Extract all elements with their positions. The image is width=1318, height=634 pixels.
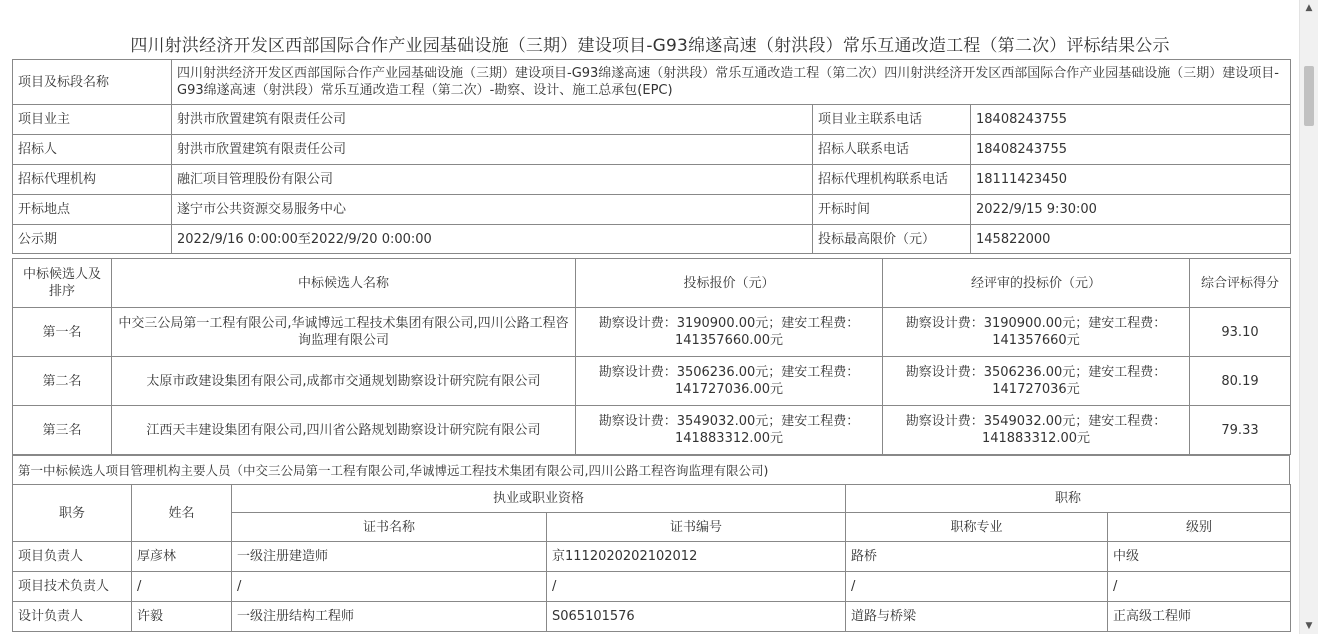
person-level: / bbox=[1108, 572, 1291, 602]
candidate-reviewed: 勘察设计费：3549032.00元；建安工程费：141883312.00元 bbox=[883, 406, 1190, 455]
candidate-bid: 勘察设计费：3190900.00元；建安工程费：141357660.00元 bbox=[576, 308, 883, 357]
reviewed-price-header: 经评审的投标价（元） bbox=[883, 259, 1190, 308]
candidate-row bbox=[13, 357, 1291, 406]
person-specialty: 道路与桥梁 bbox=[846, 602, 1108, 632]
person-level: 中级 bbox=[1108, 542, 1291, 572]
owner-phone-value: 18408243755 bbox=[971, 105, 1291, 135]
personnel-heading-table bbox=[12, 455, 1290, 485]
candidate-name: 中交三公局第一工程有限公司,华诚博远工程技术集团有限公司,四川公路工程咨询监理有限公司 bbox=[112, 308, 576, 357]
open-time-value: 2022/9/15 9:30:00 bbox=[971, 195, 1291, 225]
vertical-scrollbar[interactable] bbox=[1299, 0, 1318, 634]
person-cert-no: S065101576 bbox=[547, 602, 846, 632]
agency-label: 招标代理机构 bbox=[13, 165, 172, 195]
candidate-score: 80.19 bbox=[1190, 357, 1291, 406]
tenderer-label: 招标人 bbox=[13, 135, 172, 165]
candidate-rank: 第一名 bbox=[13, 308, 112, 357]
person-role: 项目负责人 bbox=[13, 542, 132, 572]
person-cert-no: / bbox=[547, 572, 846, 602]
person-name: 厚彦林 bbox=[132, 542, 232, 572]
professional-title-header: 职称 bbox=[846, 485, 1291, 513]
candidate-rank: 第三名 bbox=[13, 406, 112, 455]
candidate-score: 79.33 bbox=[1190, 406, 1291, 455]
person-specialty: / bbox=[846, 572, 1108, 602]
level-header: 级别 bbox=[1108, 513, 1291, 542]
role-header: 职务 bbox=[13, 485, 132, 542]
agency-value: 融汇项目管理股份有限公司 bbox=[172, 165, 813, 195]
project-info-table bbox=[12, 59, 1291, 254]
personnel-row bbox=[13, 542, 1291, 572]
scroll-down-arrow-icon[interactable]: ▼ bbox=[1305, 621, 1313, 631]
personnel-heading: 第一中标候选人项目管理机构主要人员（中交三公局第一工程有限公司,华诚博远工程技术集团有限公司,四川公路工程咨询监理有限公司) bbox=[13, 456, 1290, 485]
candidate-score: 93.10 bbox=[1190, 308, 1291, 357]
candidate-bid: 勘察设计费：3549032.00元；建安工程费：141883312.00元 bbox=[576, 406, 883, 455]
qualification-header: 执业或职业资格 bbox=[232, 485, 846, 513]
agency-phone-value: 18111423450 bbox=[971, 165, 1291, 195]
scrollbar-thumb[interactable] bbox=[1304, 66, 1314, 126]
rank-header: 中标候选人及排序 bbox=[13, 259, 112, 308]
cert-name-header: 证书名称 bbox=[232, 513, 547, 542]
person-specialty: 路桥 bbox=[846, 542, 1108, 572]
person-name: 许毅 bbox=[132, 602, 232, 632]
candidate-rank: 第二名 bbox=[13, 357, 112, 406]
personnel-table bbox=[12, 484, 1291, 632]
owner-value: 射洪市欣置建筑有限责任公司 bbox=[172, 105, 813, 135]
candidate-reviewed: 勘察设计费：3190900.00元；建安工程费：141357660元 bbox=[883, 308, 1190, 357]
project-name-label: 项目及标段名称 bbox=[13, 60, 172, 105]
open-time-label: 开标时间 bbox=[813, 195, 971, 225]
candidate-name: 江西天丰建设集团有限公司,四川省公路规划勘察设计研究院有限公司 bbox=[112, 406, 576, 455]
tenderer-value: 射洪市欣置建筑有限责任公司 bbox=[172, 135, 813, 165]
tenderer-phone-label: 招标人联系电话 bbox=[813, 135, 971, 165]
person-role: 项目技术负责人 bbox=[13, 572, 132, 602]
period-value: 2022/9/16 0:00:00至2022/9/20 0:00:00 bbox=[172, 225, 813, 254]
candidate-name-header: 中标候选人名称 bbox=[112, 259, 576, 308]
candidates-table bbox=[12, 258, 1291, 455]
candidate-bid: 勘察设计费：3506236.00元；建安工程费：141727036.00元 bbox=[576, 357, 883, 406]
candidate-name: 太原市政建设集团有限公司,成都市交通规划勘察设计研究院有限公司 bbox=[112, 357, 576, 406]
scroll-up-arrow-icon[interactable]: ▲ bbox=[1305, 3, 1313, 13]
bid-price-header: 投标报价（元） bbox=[576, 259, 883, 308]
owner-label: 项目业主 bbox=[13, 105, 172, 135]
location-label: 开标地点 bbox=[13, 195, 172, 225]
owner-phone-label: 项目业主联系电话 bbox=[813, 105, 971, 135]
agency-phone-label: 招标代理机构联系电话 bbox=[813, 165, 971, 195]
page-title: 四川射洪经济开发区西部国际合作产业园基础设施（三期）建设项目-G93绵遂高速（射洪段）常乐互通改造工程（第二次）评标结果公示 bbox=[130, 36, 1170, 56]
person-name-header: 姓名 bbox=[132, 485, 232, 542]
candidate-row bbox=[13, 308, 1291, 357]
personnel-row bbox=[13, 572, 1291, 602]
tenderer-phone-value: 18408243755 bbox=[971, 135, 1291, 165]
person-cert-name: / bbox=[232, 572, 547, 602]
person-cert-name: 一级注册建造师 bbox=[232, 542, 547, 572]
candidate-reviewed: 勘察设计费：3506236.00元；建安工程费：141727036元 bbox=[883, 357, 1190, 406]
location-value: 遂宁市公共资源交易服务中心 bbox=[172, 195, 813, 225]
person-cert-name: 一级注册结构工程师 bbox=[232, 602, 547, 632]
person-cert-no: 京1112020202102012 bbox=[547, 542, 846, 572]
max-price-label: 投标最高限价（元） bbox=[813, 225, 971, 254]
person-name: / bbox=[132, 572, 232, 602]
cert-no-header: 证书编号 bbox=[547, 513, 846, 542]
person-level: 正高级工程师 bbox=[1108, 602, 1291, 632]
person-role: 设计负责人 bbox=[13, 602, 132, 632]
candidate-row bbox=[13, 406, 1291, 455]
period-label: 公示期 bbox=[13, 225, 172, 254]
personnel-row bbox=[13, 602, 1291, 632]
project-name-value: 四川射洪经济开发区西部国际合作产业园基础设施（三期）建设项目-G93绵遂高速（射洪段）常乐互通改造工程（第二次）四川射洪经济开发区西部国际合作产业园基础设施（三期）建设项目-G93绵遂高速（射洪段）常乐互通改造工程（第二次）-勘察、设计、施工总承包(EPC) bbox=[172, 60, 1291, 105]
specialty-header: 职称专业 bbox=[846, 513, 1108, 542]
max-price-value: 145822000 bbox=[971, 225, 1291, 254]
score-header: 综合评标得分 bbox=[1190, 259, 1291, 308]
